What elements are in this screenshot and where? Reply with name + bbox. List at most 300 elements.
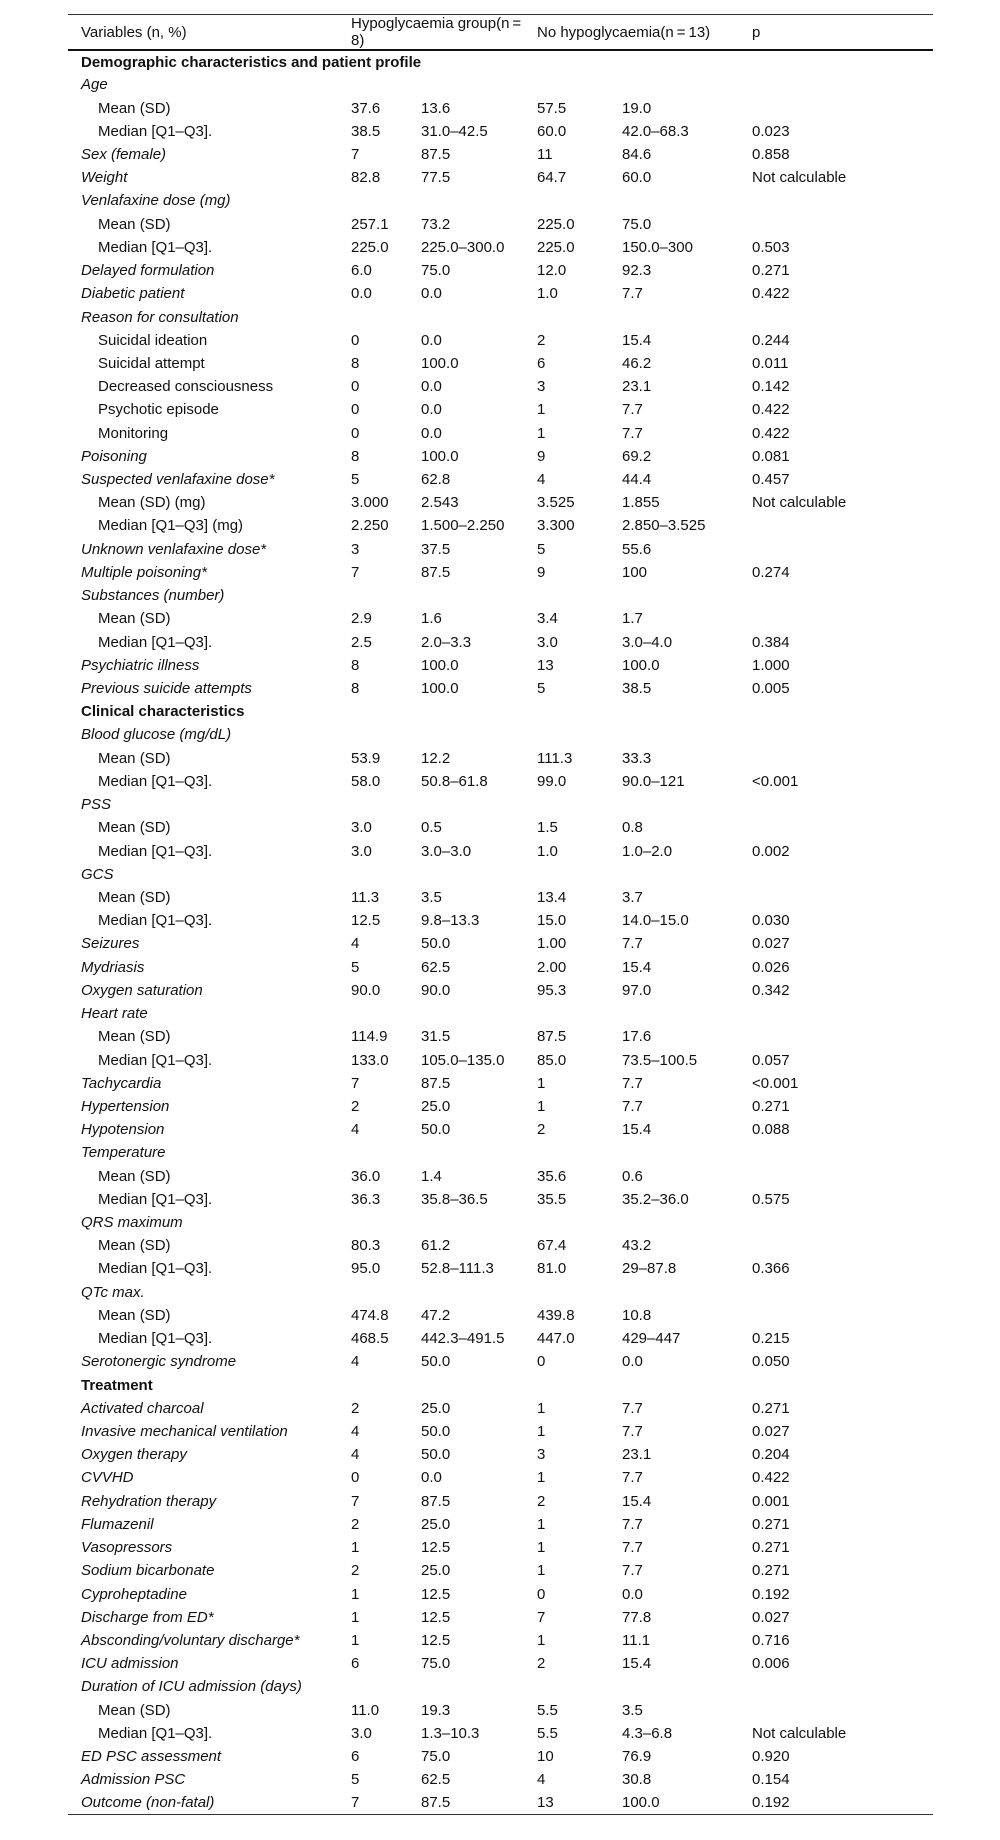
hypo-pct-cell: 50.0 [421, 935, 451, 953]
table-row [68, 1327, 933, 1350]
hypo-n-cell: 474.8 [351, 1306, 389, 1324]
nohypo-pct-cell: 7.7 [622, 1539, 643, 1557]
table-row [68, 398, 933, 421]
p-value-cell: 0.027 [752, 935, 790, 953]
nohypo-n-cell: 5.5 [537, 1701, 558, 1719]
variable-cell: Psychotic episode [98, 401, 219, 419]
table-row [68, 259, 933, 282]
nohypo-n-cell: 9 [537, 563, 546, 581]
hypo-n-cell: 3.0 [351, 819, 372, 837]
hypo-n-cell: 5 [351, 471, 360, 489]
hypo-n-cell: 8 [351, 656, 360, 674]
nohypo-pct-cell: 0.8 [622, 819, 643, 837]
nohypo-pct-cell: 100.0 [622, 1794, 660, 1812]
nohypo-pct-cell: 84.6 [622, 145, 652, 163]
table-row [68, 445, 933, 468]
variable-cell: Weight [81, 169, 128, 187]
hypo-pct-cell [421, 1211, 537, 1234]
nohypo-pct-cell: 10.8 [622, 1306, 652, 1324]
hypo-n-cell: 5 [351, 1771, 360, 1789]
nohypo-pct-cell: 11.1 [622, 1631, 651, 1649]
nohypo-pct-cell: 7.7 [622, 1074, 643, 1092]
nohypo-pct-cell [622, 1141, 752, 1164]
nohypo-n-cell: 2 [537, 331, 546, 349]
hypo-pct-cell: 105.0–135.0 [421, 1051, 505, 1069]
nohypo-pct-cell: 43.2 [622, 1237, 652, 1255]
hypo-pct-cell: 9.8–13.3 [421, 912, 480, 930]
hypo-n-cell: 36.3 [351, 1190, 381, 1208]
nohypo-pct-cell: 15.4 [622, 331, 652, 349]
p-value-cell [752, 863, 933, 886]
variable-cell: Mean (SD) [98, 819, 171, 837]
p-value-cell: Not calculable [752, 169, 847, 187]
hypo-pct-cell: 87.5 [421, 1492, 451, 1510]
nohypo-n-cell: 2 [537, 1655, 546, 1673]
hypo-pct-cell: 1.3–10.3 [421, 1724, 480, 1742]
hypo-pct-cell [421, 189, 537, 212]
variable-cell: Serotonergic syndrome [81, 1353, 237, 1371]
p-value-cell [752, 747, 933, 770]
table-row [68, 1582, 933, 1605]
p-value-cell: 0.081 [752, 447, 790, 465]
hypo-pct-cell: 100.0 [421, 656, 459, 674]
variable-cell: Outcome (non-fatal) [81, 1794, 215, 1812]
hypo-n-cell: 0 [351, 331, 360, 349]
variable-cell: Median [Q1–Q3]. [98, 238, 213, 256]
p-value-cell: 0.271 [752, 1515, 790, 1533]
hypo-pct-cell: 225.0–300.0 [421, 238, 505, 256]
hypo-n-cell: 7 [351, 145, 360, 163]
nohypo-n-cell: 1 [537, 1562, 546, 1580]
hypo-n-cell: 1 [351, 1539, 360, 1557]
nohypo-n-cell: 4 [537, 1771, 546, 1789]
nohypo-n-cell: 1 [537, 424, 546, 442]
hypo-n-cell: 6 [351, 1748, 360, 1766]
table-row [68, 1234, 933, 1257]
hypo-pct-cell [421, 584, 537, 607]
nohypo-pct-cell: 7.7 [622, 1097, 643, 1115]
nohypo-pct-cell: 69.2 [622, 447, 652, 465]
table-row [68, 491, 933, 514]
header-variables: Variables (n, %) [81, 23, 187, 41]
variable-cell: Discharge from ED* [81, 1608, 214, 1626]
p-value-cell [752, 1025, 933, 1048]
variable-cell: Heart rate [81, 1005, 148, 1023]
p-value-cell: 0.920 [752, 1748, 790, 1766]
nohypo-pct-cell: 429–447 [622, 1330, 681, 1348]
hypo-pct-cell: 25.0 [421, 1399, 451, 1417]
table-row [68, 422, 933, 445]
hypo-n-cell [351, 723, 421, 746]
p-value-cell: 0.215 [752, 1330, 790, 1348]
header-hypoglycaemia-group: Hypoglycaemia group(n = 8) [351, 15, 525, 49]
hypo-pct-cell: 75.0 [421, 262, 451, 280]
table-row [68, 584, 933, 607]
table-row [68, 1675, 933, 1698]
variable-cell: Reason for consultation [81, 308, 239, 326]
table-row [68, 956, 933, 979]
p-value-cell: 0.006 [752, 1655, 790, 1673]
p-value-cell [752, 1002, 933, 1025]
variable-cell: Invasive mechanical ventilation [81, 1423, 288, 1441]
table-row [68, 1397, 933, 1420]
p-value-cell: 0.011 [752, 354, 789, 372]
table-row [68, 561, 933, 584]
variable-cell: QRS maximum [81, 1214, 183, 1232]
table-header [68, 15, 933, 51]
table-row [68, 166, 933, 189]
table-row [68, 1420, 933, 1443]
hypo-n-cell [351, 1675, 421, 1698]
hypo-n-cell: 114.9 [351, 1028, 388, 1046]
variable-cell: Mean (SD) [98, 1306, 171, 1324]
variable-cell: Activated charcoal [81, 1399, 204, 1417]
nohypo-n-cell: 11 [537, 145, 553, 163]
table-row [68, 1257, 933, 1280]
hypo-pct-cell: 442.3–491.5 [421, 1330, 505, 1348]
hypo-n-cell: 95.0 [351, 1260, 381, 1278]
hypo-pct-cell: 37.5 [421, 540, 451, 558]
hypo-pct-cell: 87.5 [421, 1074, 451, 1092]
hypo-n-cell [351, 793, 421, 816]
hypo-pct-cell: 50.8–61.8 [421, 772, 488, 790]
nohypo-n-cell: 1 [537, 1515, 546, 1533]
nohypo-n-cell: 12.0 [537, 262, 567, 280]
variable-cell: Mydriasis [81, 958, 145, 976]
nohypo-n-cell: 5 [537, 680, 546, 698]
table-row [68, 677, 933, 700]
nohypo-n-cell: 2 [537, 1121, 546, 1139]
p-value-cell: 1.000 [752, 656, 790, 674]
hypo-n-cell: 38.5 [351, 122, 381, 140]
nohypo-pct-cell: 92.3 [622, 262, 652, 280]
p-value-cell: 0.204 [752, 1446, 790, 1464]
nohypo-n-cell: 447.0 [537, 1330, 575, 1348]
variable-cell: Median [Q1–Q3]. [98, 633, 213, 651]
hypo-pct-cell [421, 793, 537, 816]
hypo-pct-cell [421, 723, 537, 746]
p-value-cell: 0.050 [752, 1353, 790, 1371]
table-row [68, 1025, 933, 1048]
hypo-pct-cell: 50.0 [421, 1353, 451, 1371]
hypo-pct-cell: 12.5 [421, 1608, 451, 1626]
nohypo-pct-cell: 1.7 [622, 610, 643, 628]
hypo-pct-cell: 0.0 [421, 1469, 442, 1487]
hypo-n-cell: 53.9 [351, 749, 381, 767]
variable-cell: Venlafaxine dose (mg) [81, 192, 231, 210]
hypo-pct-cell [421, 1141, 537, 1164]
nohypo-n-cell: 111.3 [537, 749, 573, 767]
hypo-pct-cell [421, 863, 537, 886]
nohypo-pct-cell: 0.6 [622, 1167, 643, 1185]
table-row [68, 747, 933, 770]
variable-cell: Admission PSC [81, 1771, 186, 1789]
variable-cell: Oxygen therapy [81, 1446, 187, 1464]
hypo-pct-cell: 2.0–3.3 [421, 633, 472, 651]
table-row [68, 120, 933, 143]
hypo-pct-cell: 50.0 [421, 1423, 451, 1441]
nohypo-n-cell: 10 [537, 1748, 554, 1766]
hypo-n-cell: 2.250 [351, 517, 389, 535]
p-value-cell: 0.023 [752, 122, 790, 140]
hypo-n-cell [351, 1002, 421, 1025]
variable-cell: Cyproheptadine [81, 1585, 187, 1603]
hypo-pct-cell: 62.5 [421, 1771, 451, 1789]
nohypo-n-cell: 3 [537, 1446, 546, 1464]
variable-cell: Tachycardia [81, 1074, 162, 1092]
nohypo-pct-cell: 29–87.8 [622, 1260, 677, 1278]
hypo-pct-cell: 19.3 [421, 1701, 451, 1719]
hypo-pct-cell [421, 1002, 537, 1025]
hypo-pct-cell: 13.6 [421, 99, 451, 117]
table-row [68, 143, 933, 166]
nohypo-n-cell: 1 [537, 1539, 546, 1557]
table-row [68, 909, 933, 932]
p-value-cell: 0.027 [752, 1423, 790, 1441]
nohypo-pct-cell: 1.0–2.0 [622, 842, 673, 860]
nohypo-pct-cell: 15.4 [622, 1655, 652, 1673]
variable-cell: Diabetic patient [81, 285, 185, 303]
hypo-n-cell: 80.3 [351, 1237, 381, 1255]
table-row [68, 1165, 933, 1188]
hypo-n-cell: 2.5 [351, 633, 372, 651]
variable-cell: Mean (SD) [98, 1701, 171, 1719]
hypo-n-cell: 257.1 [351, 215, 389, 233]
section-heading: Demographic characteristics and patient profile [81, 53, 422, 71]
hypo-n-cell: 12.5 [351, 912, 381, 930]
p-value-cell [752, 189, 933, 212]
p-value-cell: 0.154 [752, 1771, 790, 1789]
table-row [68, 1606, 933, 1629]
hypo-pct-cell: 61.2 [421, 1237, 451, 1255]
nohypo-n-cell [537, 584, 622, 607]
variable-cell: Median [Q1–Q3] (mg) [98, 517, 244, 535]
p-value-cell [752, 1165, 933, 1188]
section-row [68, 1373, 933, 1396]
variable-cell: Hypertension [81, 1097, 170, 1115]
nohypo-n-cell: 1 [537, 1097, 546, 1115]
variable-cell: Mean (SD) [98, 749, 171, 767]
nohypo-pct-cell: 7.7 [622, 424, 643, 442]
hypo-n-cell: 7 [351, 563, 360, 581]
nohypo-n-cell: 60.0 [537, 122, 567, 140]
p-value-cell [752, 816, 933, 839]
hypo-pct-cell: 73.2 [421, 215, 451, 233]
p-value-cell [752, 305, 933, 328]
hypo-pct-cell: 12.5 [421, 1539, 451, 1557]
table-row [68, 1513, 933, 1536]
nohypo-n-cell: 95.3 [537, 981, 567, 999]
nohypo-pct-cell: 4.3–6.8 [622, 1724, 673, 1742]
nohypo-n-cell: 1.0 [537, 842, 558, 860]
p-value-cell: 0.271 [752, 1562, 790, 1580]
hypo-n-cell: 225.0 [351, 238, 389, 256]
variable-cell: ICU admission [81, 1655, 179, 1673]
variable-cell: Rehydration therapy [81, 1492, 217, 1510]
nohypo-n-cell: 1 [537, 1631, 546, 1649]
hypo-n-cell: 8 [351, 354, 360, 372]
table-row [68, 1118, 933, 1141]
nohypo-n-cell: 1 [537, 1074, 546, 1092]
nohypo-pct-cell: 100.0 [622, 656, 660, 674]
nohypo-pct-cell: 19.0 [622, 99, 652, 117]
hypo-n-cell: 4 [351, 935, 360, 953]
variable-cell: Monitoring [98, 424, 169, 442]
table-row [68, 1188, 933, 1211]
nohypo-pct-cell: 2.850–3.525 [622, 517, 706, 535]
variable-cell: Median [Q1–Q3]. [98, 1051, 213, 1069]
hypo-pct-cell: 100.0 [421, 680, 459, 698]
hypo-pct-cell: 100.0 [421, 447, 459, 465]
hypo-n-cell: 8 [351, 680, 360, 698]
nohypo-pct-cell: 55.6 [622, 540, 652, 558]
nohypo-n-cell: 81.0 [537, 1260, 567, 1278]
nohypo-pct-cell: 3.7 [622, 888, 643, 906]
p-value-cell: 0.271 [752, 1097, 790, 1115]
variable-cell: Unknown venlafaxine dose* [81, 540, 267, 558]
nohypo-pct-cell: 35.2–36.0 [622, 1190, 689, 1208]
hypo-n-cell: 133.0 [351, 1051, 389, 1069]
hypo-n-cell: 0 [351, 424, 360, 442]
nohypo-n-cell: 35.5 [537, 1190, 567, 1208]
hypo-pct-cell: 62.8 [421, 471, 451, 489]
hypo-n-cell [351, 1141, 421, 1164]
variable-cell: Suicidal ideation [98, 331, 208, 349]
hypo-n-cell [351, 1281, 421, 1304]
nohypo-pct-cell: 23.1 [622, 1446, 652, 1464]
nohypo-n-cell: 225.0 [537, 238, 575, 256]
table-row [68, 73, 933, 96]
hypo-pct-cell: 87.5 [421, 563, 451, 581]
p-value-cell [752, 1699, 933, 1722]
table-row [68, 96, 933, 119]
nohypo-pct-cell [622, 1281, 752, 1304]
hypo-n-cell: 4 [351, 1353, 360, 1371]
variable-cell: Sodium bicarbonate [81, 1562, 215, 1580]
nohypo-n-cell: 64.7 [537, 169, 567, 187]
p-value-cell: 0.027 [752, 1608, 790, 1626]
variable-cell: Mean (SD) [98, 99, 171, 117]
table-row [68, 1466, 933, 1489]
hypo-n-cell: 4 [351, 1423, 360, 1441]
variable-cell: Vasopressors [81, 1539, 173, 1557]
table-container [68, 14, 933, 1815]
p-value-cell: 0.030 [752, 912, 790, 930]
hypo-n-cell: 4 [351, 1446, 360, 1464]
hypo-pct-cell: 87.5 [421, 1794, 451, 1812]
nohypo-pct-cell: 7.7 [622, 935, 643, 953]
table-row [68, 839, 933, 862]
table-row [68, 770, 933, 793]
section-row [68, 50, 933, 73]
variable-cell: Decreased consciousness [98, 378, 274, 396]
table-row [68, 1559, 933, 1582]
hypo-pct-cell: 0.0 [421, 401, 442, 419]
nohypo-pct-cell [622, 73, 752, 96]
variable-cell: Delayed formulation [81, 262, 215, 280]
hypo-pct-cell: 87.5 [421, 145, 451, 163]
nohypo-pct-cell [622, 305, 752, 328]
nohypo-pct-cell: 7.7 [622, 1399, 643, 1417]
p-value-cell: Not calculable [752, 494, 847, 512]
p-value-cell: 0.422 [752, 424, 790, 442]
p-value-cell: 0.384 [752, 633, 790, 651]
p-value-cell [752, 584, 933, 607]
nohypo-n-cell: 9 [537, 447, 546, 465]
p-value-cell: 0.366 [752, 1260, 790, 1278]
nohypo-n-cell: 35.6 [537, 1167, 567, 1185]
hypo-n-cell: 1 [351, 1608, 360, 1626]
nohypo-pct-cell: 7.7 [622, 1515, 643, 1533]
variable-cell: Suicidal attempt [98, 354, 205, 372]
hypo-pct-cell: 52.8–111.3 [421, 1260, 494, 1278]
nohypo-n-cell: 57.5 [537, 99, 567, 117]
table-body [68, 50, 933, 1815]
nohypo-pct-cell: 42.0–68.3 [622, 122, 689, 140]
hypo-n-cell: 0 [351, 1469, 360, 1487]
nohypo-pct-cell: 73.5–100.5 [622, 1051, 698, 1069]
header-p: p [752, 23, 761, 41]
hypo-pct-cell: 1.4 [421, 1167, 442, 1185]
nohypo-pct-cell: 0.0 [622, 1585, 643, 1603]
hypo-pct-cell: 47.2 [421, 1306, 451, 1324]
nohypo-n-cell [537, 793, 622, 816]
p-value-cell: 0.274 [752, 563, 790, 581]
table-row [68, 723, 933, 746]
hypo-n-cell [351, 305, 421, 328]
variable-cell: Mean (SD) [98, 215, 171, 233]
p-value-cell: 0.503 [752, 238, 790, 256]
hypo-pct-cell: 3.0–3.0 [421, 842, 472, 860]
nohypo-pct-cell: 7.7 [622, 1469, 643, 1487]
nohypo-pct-cell: 0.0 [622, 1353, 643, 1371]
nohypo-n-cell: 1 [537, 1469, 546, 1487]
hypo-pct-cell: 100.0 [421, 354, 459, 372]
nohypo-n-cell [537, 73, 622, 96]
nohypo-pct-cell: 75.0 [622, 215, 652, 233]
hypo-n-cell: 1 [351, 1585, 360, 1603]
nohypo-n-cell: 1.0 [537, 285, 558, 303]
table-row [68, 1281, 933, 1304]
variable-cell: Duration of ICU admission (days) [81, 1678, 302, 1696]
hypo-n-cell: 2 [351, 1097, 360, 1115]
nohypo-pct-cell: 7.7 [622, 285, 643, 303]
nohypo-pct-cell: 150.0–300 [622, 238, 693, 256]
table-row [68, 1768, 933, 1791]
nohypo-pct-cell: 60.0 [622, 169, 652, 187]
nohypo-pct-cell: 7.7 [622, 1562, 643, 1580]
variable-cell: Poisoning [81, 447, 147, 465]
variable-cell: Oxygen saturation [81, 981, 203, 999]
hypo-n-cell: 0 [351, 378, 360, 396]
nohypo-n-cell: 1.5 [537, 819, 558, 837]
variable-cell: Flumazenil [81, 1515, 154, 1533]
variable-cell: Psychiatric illness [81, 656, 200, 674]
nohypo-pct-cell [622, 863, 752, 886]
nohypo-n-cell [537, 1141, 622, 1164]
hypo-n-cell [351, 584, 421, 607]
hypo-n-cell: 7 [351, 1794, 360, 1812]
section-heading: Clinical characteristics [81, 703, 245, 721]
hypo-n-cell: 58.0 [351, 772, 381, 790]
hypo-n-cell: 90.0 [351, 981, 381, 999]
section-heading: Treatment [81, 1376, 153, 1394]
nohypo-n-cell: 4 [537, 471, 546, 489]
p-value-cell: 0.858 [752, 145, 790, 163]
hypo-n-cell: 4 [351, 1121, 360, 1139]
table-row [68, 514, 933, 537]
p-value-cell: 0.001 [752, 1492, 790, 1510]
